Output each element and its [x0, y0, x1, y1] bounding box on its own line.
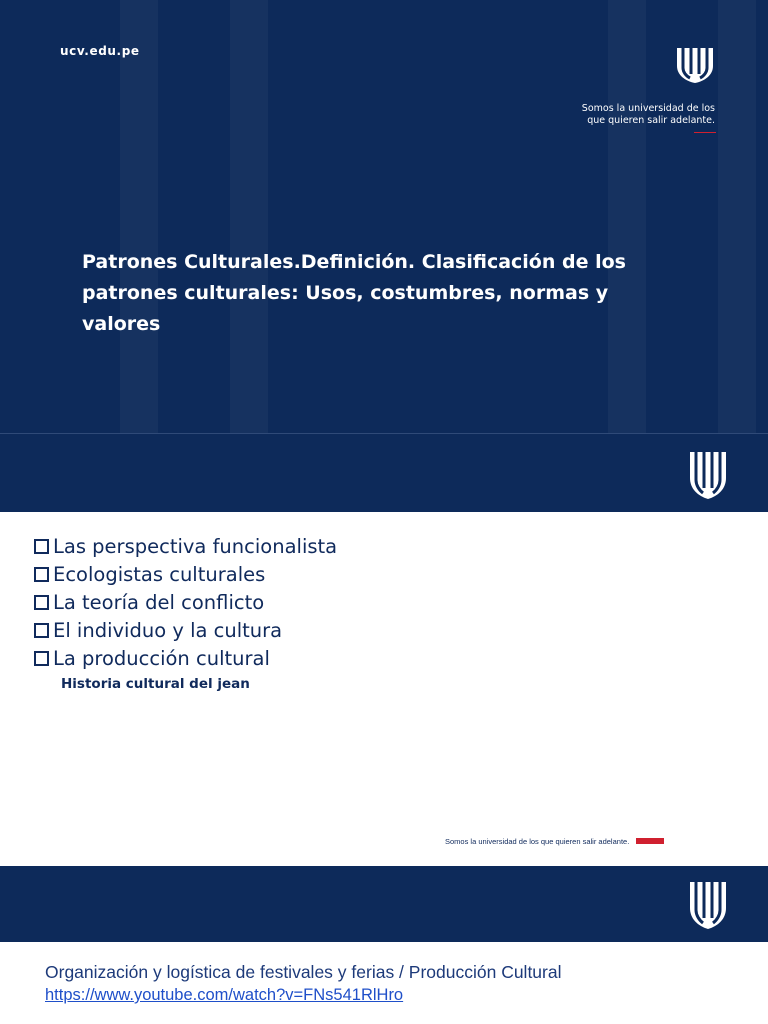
slide-header-band: [0, 433, 768, 512]
list-item: [32, 588, 337, 616]
list-item: [32, 644, 337, 672]
ucv-shield-icon: [675, 44, 715, 84]
subtitle: Historia cultural del jean: [61, 676, 250, 692]
background-arch-inner: [230, 0, 646, 433]
site-url: ucv.edu.pe: [60, 44, 140, 58]
tagline-accent-line: [694, 132, 716, 133]
checkbox-bullet-icon: [34, 623, 49, 638]
title-slide: [0, 0, 768, 433]
tagline-line-2: que quieren salir adelante.: [587, 115, 715, 126]
list-item: [32, 616, 337, 644]
checkbox-bullet-icon: [34, 595, 49, 610]
tagline: [582, 103, 715, 127]
list-item: [32, 532, 337, 560]
footer-tagline: Somos la universidad de los que quieren salir adelante.: [445, 837, 630, 846]
list-item-label: La producción cultural: [53, 646, 270, 670]
youtube-link[interactable]: https://www.youtube.com/watch?v=FNs541RlHro: [45, 986, 404, 1004]
checkbox-bullet-icon: [34, 567, 49, 582]
tagline-line-1: Somos la universidad de los: [581, 103, 715, 114]
list-item-label: Ecologistas culturales: [53, 562, 266, 586]
ucv-shield-icon: [688, 448, 728, 500]
list-item-label: Las perspectiva funcionalista: [53, 534, 338, 558]
checkbox-bullet-icon: [34, 539, 49, 554]
slide-title: Patrones Culturales.Definición. Clasificación de los patrones culturales: Usos, costumbres, normas y valores: [82, 251, 626, 335]
ucv-shield-icon: [688, 878, 728, 930]
list-item-label: El individuo y la cultura: [53, 618, 283, 642]
list-item-label: La teoría del conflicto: [53, 590, 265, 614]
video-caption: Organización y logística de festivales y ferias / Producción Cultural: [45, 962, 562, 982]
list-item: [32, 560, 337, 588]
slide-header-band: [0, 866, 768, 942]
bullet-list: [32, 532, 337, 672]
tagline-red-bar: [636, 838, 664, 844]
checkbox-bullet-icon: [34, 651, 49, 666]
